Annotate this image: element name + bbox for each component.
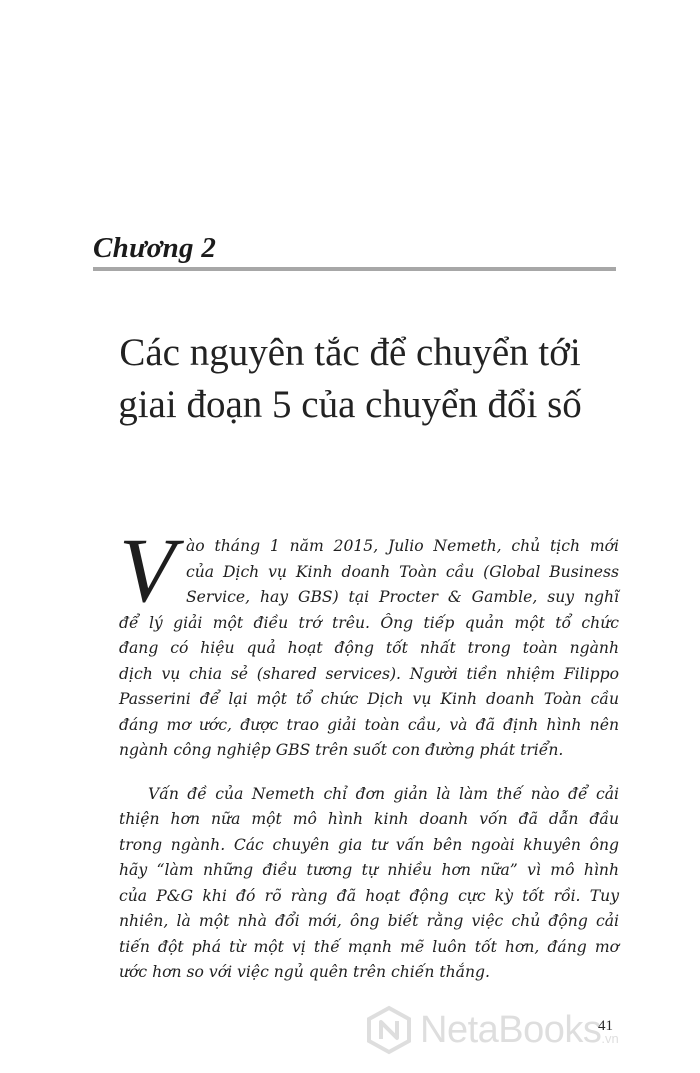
text-line: của Dịch vụ Kinh doanh Toàn cầu (Global Business — [186, 562, 619, 581]
text-line: của P&G khi đó rõ ràng đã hoạt động cực kỳ tốt rồi. Tuy — [119, 886, 619, 905]
text-line: dịch vụ chia sẻ (shared services). Người tiền nhiệm Filippo — [119, 664, 619, 683]
text-line: nhiên, là một nhà đổi mới, ông biết rằng việc chủ động cải — [119, 912, 619, 930]
text-line: thiện hơn nữa một mô hình kinh doanh vốn đã dẫn đầu — [119, 810, 619, 828]
watermark-brand: NetaBooks — [420, 1008, 602, 1051]
text-line: tiến đột phá từ một vị thế mạnh mẽ luôn tốt hơn, đáng mơ — [119, 937, 619, 956]
chapter-title-line: Các nguyên tắc để chuyển tới — [119, 331, 581, 374]
text-line: Service, hay GBS) tại Procter & Gamble, suy nghĩ — [186, 588, 619, 606]
text-line: Passerini để lại một tổ chức Dịch vụ Kinh doanh Toàn cầu — [119, 690, 619, 708]
chapter-title-line: giai đoạn 5 của chuyển đổi số — [118, 383, 582, 426]
text-line: trong ngành. Các chuyên gia tư vấn bên ngoài khuyên ông — [119, 835, 619, 854]
text-line: để lý giải một điều trớ trêu. Ông tiếp quản một tổ chức — [119, 613, 619, 632]
page-number: 41 — [598, 1018, 613, 1034]
chapter-divider — [93, 267, 616, 271]
chapter-label: Chương 2 — [93, 232, 217, 264]
paragraph-2 — [119, 782, 619, 986]
netabooks-logo-icon — [364, 1005, 414, 1055]
text-line: ngành công nghiệp GBS trên suốt con đường phát triển. — [119, 741, 564, 759]
text-line: đang có hiệu quả hoạt động tốt nhất trong toàn ngành — [119, 639, 619, 657]
body-text — [119, 534, 619, 986]
text-line: Vấn đề của Nemeth chỉ đơn giản là làm thế nào để cải — [148, 784, 619, 803]
paragraph-1 — [119, 534, 619, 764]
watermark-domain: .vn — [601, 1031, 619, 1046]
drop-cap: V — [119, 519, 176, 621]
text-line: ào tháng 1 năm 2015, Julio Nemeth, chủ tịch mới — [186, 537, 619, 555]
chapter-title — [60, 327, 640, 431]
watermark — [364, 1000, 619, 1060]
paragraph-gap — [119, 764, 619, 782]
text-line: ước hơn so với việc ngủ quên trên chiến thắng. — [119, 963, 490, 981]
text-line: đáng mơ ước, được trao giải toàn cầu, và đã định hình nên — [119, 715, 619, 734]
text-line: hãy “làm những điều tương tự nhiều hơn nữa” vì mô hình — [119, 861, 619, 879]
